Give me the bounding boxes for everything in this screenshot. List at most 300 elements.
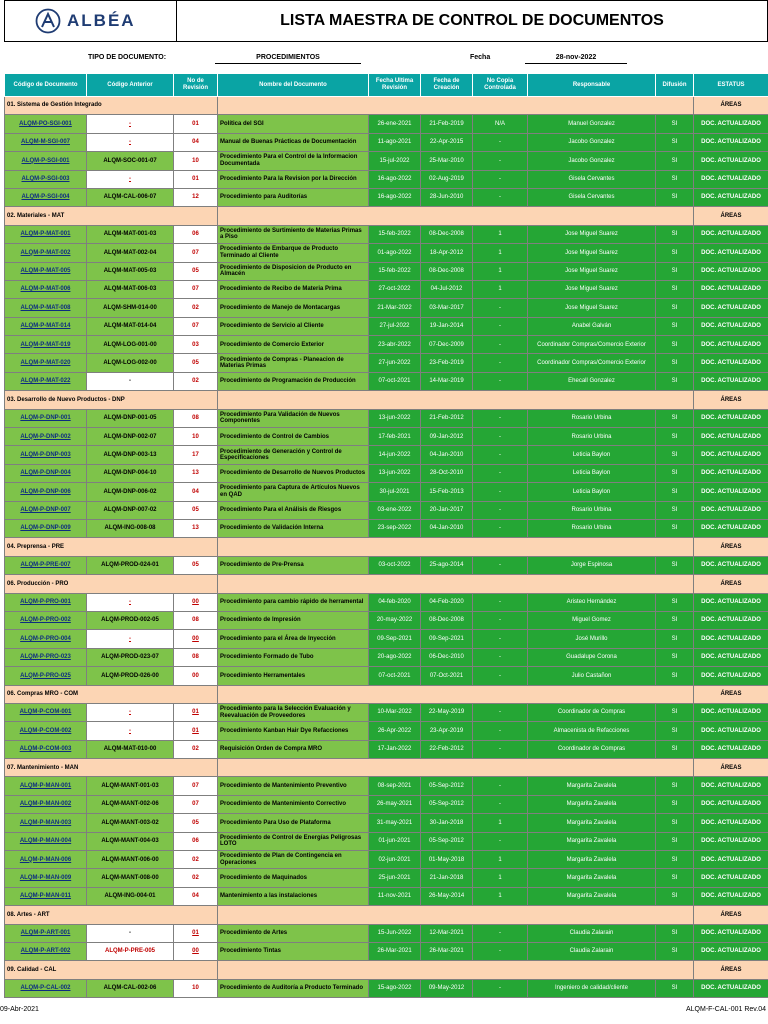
section-title: 03. Desarrollo de Nuevo Productos - DNP — [5, 391, 218, 409]
diffusion: SI — [656, 593, 694, 611]
responsible: Claudia Zalarain — [528, 942, 656, 960]
previous-code: ALQM-DNP-007-02 — [87, 501, 174, 519]
status-badge: DOC. ACTUALIZADO — [694, 115, 768, 133]
previous-code: ALQM-ING-004-01 — [87, 887, 174, 905]
last-revision-date: 26-ene-2021 — [369, 115, 421, 133]
last-revision-date: 07-oct-2021 — [369, 667, 421, 685]
previous-code: ALQM-MANT-003-02 — [87, 814, 174, 832]
previous-code: ALQM-LOG-002-00 — [87, 354, 174, 372]
revision-number: 05 — [174, 262, 218, 280]
section-spacer — [218, 685, 694, 703]
document-code-link[interactable]: ALQM-P-ART-002 — [5, 942, 87, 960]
last-revision-date: 21-Mar-2022 — [369, 299, 421, 317]
document-code-link[interactable]: ALQM-P-MAN-003 — [5, 814, 87, 832]
document-name: Procedimiento de Pre-Prensa — [218, 556, 369, 574]
previous-code: ALQM-DNP-002-07 — [87, 428, 174, 446]
last-revision-date: 01-ago-2022 — [369, 244, 421, 262]
table-row — [5, 317, 768, 335]
last-revision-date: 03-oct-2022 — [369, 556, 421, 574]
previous-code[interactable]: - — [87, 133, 174, 151]
revision-number: 10 — [174, 979, 218, 997]
diffusion: SI — [656, 336, 694, 354]
doc-meta — [0, 49, 768, 69]
previous-code[interactable]: - — [87, 722, 174, 740]
revision-number: 05 — [174, 814, 218, 832]
diffusion: SI — [656, 354, 694, 372]
diffusion: SI — [656, 814, 694, 832]
document-code-link[interactable]: ALQM-P-MAT-008 — [5, 299, 87, 317]
previous-code: ALQM-MAT-001-03 — [87, 225, 174, 243]
revision-number[interactable]: 01 — [174, 703, 218, 721]
table-row — [5, 924, 768, 942]
status-badge: DOC. ACTUALIZADO — [694, 887, 768, 905]
revision-number: 05 — [174, 354, 218, 372]
table-row — [5, 170, 768, 188]
document-name: Procedimiento de Compras - Planeacion de Materias Primas — [218, 354, 369, 372]
status-badge: DOC. ACTUALIZADO — [694, 519, 768, 537]
diffusion: SI — [656, 115, 694, 133]
diffusion: SI — [656, 152, 694, 170]
diffusion: SI — [656, 942, 694, 960]
last-revision-date: 27-oct-2022 — [369, 280, 421, 298]
previous-code[interactable]: - — [87, 170, 174, 188]
document-code-link[interactable]: ALQM-P-CAL-002 — [5, 979, 87, 997]
document-code-link[interactable]: ALQM-P-COM-003 — [5, 740, 87, 758]
revision-number: 02 — [174, 740, 218, 758]
responsible: Gisela Cervantes — [528, 188, 656, 206]
document-code-link[interactable]: ALQM-P-DNP-007 — [5, 501, 87, 519]
last-revision-date: 03-ene-2022 — [369, 501, 421, 519]
areas-label: ÁREAS — [694, 575, 768, 593]
creation-date: 25-ago-2014 — [421, 556, 473, 574]
last-revision-date: 20-ago-2022 — [369, 648, 421, 666]
document-code-link[interactable]: ALQM-P-DNP-003 — [5, 446, 87, 464]
diffusion: SI — [656, 409, 694, 427]
previous-code[interactable]: - — [87, 593, 174, 611]
document-name: Procedimiento de Servicio al Cliente — [218, 317, 369, 335]
header — [4, 0, 768, 42]
status-badge: DOC. ACTUALIZADO — [694, 317, 768, 335]
last-revision-date: 10-Mar-2022 — [369, 703, 421, 721]
revision-number: 10 — [174, 152, 218, 170]
section-spacer — [218, 538, 694, 556]
status-badge: DOC. ACTUALIZADO — [694, 740, 768, 758]
status-badge: DOC. ACTUALIZADO — [694, 722, 768, 740]
doc-type-label: TIPO DE DOCUMENTO: — [88, 54, 167, 61]
previous-code: ALQM-DNP-001-05 — [87, 409, 174, 427]
status-badge: DOC. ACTUALIZADO — [694, 703, 768, 721]
document-code-link[interactable]: ALQM-P-DNP-006 — [5, 483, 87, 501]
areas-label: ÁREAS — [694, 97, 768, 115]
document-code-link[interactable]: ALQM-P-MAN-001 — [5, 777, 87, 795]
last-revision-date: 02-jun-2021 — [369, 851, 421, 869]
section-row — [5, 961, 768, 979]
revision-number: 04 — [174, 133, 218, 151]
last-revision-date: 31-may-2021 — [369, 814, 421, 832]
document-code-link[interactable]: ALQM-P-MAT-001 — [5, 225, 87, 243]
revision-number: 12 — [174, 188, 218, 206]
status-badge: DOC. ACTUALIZADO — [694, 354, 768, 372]
last-revision-date: 13-jun-2022 — [369, 409, 421, 427]
table-row — [5, 740, 768, 758]
creation-date: 25-Mar-2010 — [421, 152, 473, 170]
document-code-link[interactable]: ALQM-P-MAN-009 — [5, 869, 87, 887]
creation-date: 30-Jan-2018 — [421, 814, 473, 832]
status-badge: DOC. ACTUALIZADO — [694, 428, 768, 446]
last-revision-date: 15-jul-2022 — [369, 152, 421, 170]
document-name: Procedimiento de Programación de Producción — [218, 372, 369, 390]
document-code-link[interactable]: ALQM-P-DNP-009 — [5, 519, 87, 537]
diffusion: SI — [656, 556, 694, 574]
document-code-link[interactable]: ALQM-P-PRO-001 — [5, 593, 87, 611]
revision-number[interactable]: 00 — [174, 593, 218, 611]
controlled-copy: - — [473, 519, 528, 537]
responsible: Jose Miguel Suarez — [528, 244, 656, 262]
column-header: Fecha de Creación — [421, 74, 473, 97]
creation-date: 28-Jun-2010 — [421, 188, 473, 206]
document-code-link[interactable]: ALQM-P-PRE-007 — [5, 556, 87, 574]
status-badge: DOC. ACTUALIZADO — [694, 280, 768, 298]
revision-number[interactable]: 00 — [174, 630, 218, 648]
column-header: Fecha Ultima Revisión — [369, 74, 421, 97]
last-revision-date: 16-ago-2022 — [369, 170, 421, 188]
document-code-link[interactable]: ALQM-P-SGI-003 — [5, 170, 87, 188]
revision-number: 08 — [174, 648, 218, 666]
responsible: Jose Miguel Suarez — [528, 280, 656, 298]
document-name: Procedimiento de Surtimiento de Materias Primas a Piso — [218, 225, 369, 243]
document-name: Procedimiento de Mantenimiento Preventivo — [218, 777, 369, 795]
document-name: Procedimiento de Plan de Contingencia en Operaciones — [218, 851, 369, 869]
table-row — [5, 795, 768, 813]
section-spacer — [218, 207, 694, 225]
column-header: Código Anterior — [87, 74, 174, 97]
revision-number[interactable]: 01 — [174, 722, 218, 740]
document-code-link[interactable]: ALQM-P-MAN-011 — [5, 887, 87, 905]
creation-date: 01-May-2018 — [421, 851, 473, 869]
document-code-link[interactable]: ALQM-P-MAT-005 — [5, 262, 87, 280]
document-name: Procedimiento para la Selección Evaluación y Reevaluación de Proveedores — [218, 703, 369, 721]
previous-code: - — [87, 372, 174, 390]
responsible: José Murillo — [528, 630, 656, 648]
document-code-link[interactable]: ALQM-P-MAT-006 — [5, 280, 87, 298]
document-name: Procedimiento de Embarque de Producto Terminado al Cliente — [218, 244, 369, 262]
revision-number: 07 — [174, 795, 218, 813]
controlled-copy: 1 — [473, 280, 528, 298]
section-title: 06. Producción - PRO — [5, 575, 218, 593]
creation-date: 04-Feb-2020 — [421, 593, 473, 611]
document-name: Procedimiento de Disposicion de Producto en Almacén — [218, 262, 369, 280]
last-revision-date: 14-jun-2022 — [369, 446, 421, 464]
diffusion: SI — [656, 703, 694, 721]
section-row — [5, 759, 768, 777]
creation-date: 28-Oct-2010 — [421, 464, 473, 482]
controlled-copy: - — [473, 464, 528, 482]
areas-label: ÁREAS — [694, 391, 768, 409]
controlled-copy: 1 — [473, 887, 528, 905]
controlled-copy: - — [473, 722, 528, 740]
last-revision-date: 08-sep-2021 — [369, 777, 421, 795]
section-title: 06. Compras MRO - COM — [5, 685, 218, 703]
previous-code: ALQM-SOC-001-07 — [87, 152, 174, 170]
diffusion: SI — [656, 262, 694, 280]
document-name: Procedimiento de Impresión — [218, 611, 369, 629]
section-title: 02. Materiales - MAT — [5, 207, 218, 225]
previous-code: ALQM-MANT-006-00 — [87, 851, 174, 869]
controlled-copy: - — [473, 832, 528, 850]
revision-number[interactable]: 01 — [174, 924, 218, 942]
responsible: Jorge Espinosa — [528, 556, 656, 574]
diffusion: SI — [656, 428, 694, 446]
document-code-link[interactable]: ALQM-P-MAT-002 — [5, 244, 87, 262]
creation-date: 21-Jan-2018 — [421, 869, 473, 887]
document-code-link[interactable]: ALQM-P-MAN-004 — [5, 832, 87, 850]
revision-number: 13 — [174, 464, 218, 482]
section-spacer — [218, 575, 694, 593]
document-code-link[interactable]: ALQM-P-DNP-004 — [5, 464, 87, 482]
diffusion: SI — [656, 630, 694, 648]
controlled-copy: - — [473, 133, 528, 151]
document-name: Procedimiento de Validación Interna — [218, 519, 369, 537]
responsible: Julio Castañon — [528, 667, 656, 685]
areas-label: ÁREAS — [694, 759, 768, 777]
document-code-link[interactable]: ALQM-P-PRO-004 — [5, 630, 87, 648]
areas-label: ÁREAS — [694, 906, 768, 924]
responsible: Ehecall Gonzalez — [528, 372, 656, 390]
revision-number: 01 — [174, 115, 218, 133]
controlled-copy: - — [473, 188, 528, 206]
previous-code: ALQM-LOG-001-00 — [87, 336, 174, 354]
table-row — [5, 464, 768, 482]
creation-date: 14-Mar-2019 — [421, 372, 473, 390]
creation-date: 22-Apr-2015 — [421, 133, 473, 151]
areas-label: ÁREAS — [694, 207, 768, 225]
status-badge: DOC. ACTUALIZADO — [694, 777, 768, 795]
document-name: Procedimiento de Desarrollo de Nuevos Productos — [218, 464, 369, 482]
controlled-copy: N/A — [473, 115, 528, 133]
footer-form-code: ALQM-F-CAL-001 Rev.04 — [685, 1006, 766, 1013]
status-badge: DOC. ACTUALIZADO — [694, 133, 768, 151]
column-header: Código de Documento — [5, 74, 87, 97]
creation-date: 18-Apr-2012 — [421, 244, 473, 262]
diffusion: SI — [656, 483, 694, 501]
document-code-link[interactable]: ALQM-P-MAT-020 — [5, 354, 87, 372]
document-name: Procedimiento Formado de Tubo — [218, 648, 369, 666]
document-name: Procedimiento de Manejo de Montacargas — [218, 299, 369, 317]
document-code-link[interactable]: ALQM-P-COM-002 — [5, 722, 87, 740]
responsible: Rosario Urbina — [528, 519, 656, 537]
status-badge: DOC. ACTUALIZADO — [694, 336, 768, 354]
logo-text: ALBÉA — [67, 11, 136, 30]
controlled-copy: - — [473, 409, 528, 427]
table-row — [5, 501, 768, 519]
table-row — [5, 299, 768, 317]
document-code-link[interactable]: ALQM-P-MAN-006 — [5, 851, 87, 869]
document-code-link[interactable]: ALQM-P-COM-001 — [5, 703, 87, 721]
table-row — [5, 446, 768, 464]
document-code-link[interactable]: ALQM-P-MAT-022 — [5, 372, 87, 390]
revision-number: 07 — [174, 280, 218, 298]
section-spacer — [218, 961, 694, 979]
controlled-copy: - — [473, 170, 528, 188]
table-row — [5, 593, 768, 611]
column-header: No Copia Controlada — [473, 74, 528, 97]
document-code-link[interactable]: ALQM-P-MAN-002 — [5, 795, 87, 813]
last-revision-date: 15-feb-2022 — [369, 225, 421, 243]
document-name: Procedimiento Para la Revision por la Dirección — [218, 170, 369, 188]
document-name: Requisición Orden de Compra MRO — [218, 740, 369, 758]
previous-code: ALQM-ING-008-08 — [87, 519, 174, 537]
table-row — [5, 832, 768, 850]
creation-date: 21-Feb-2019 — [421, 115, 473, 133]
previous-code: ALQM-CAL-006-07 — [87, 188, 174, 206]
table-row — [5, 869, 768, 887]
previous-code: ALQM-MANT-008-00 — [87, 869, 174, 887]
status-badge: DOC. ACTUALIZADO — [694, 924, 768, 942]
column-header: Difusión — [656, 74, 694, 97]
revision-number: 08 — [174, 409, 218, 427]
last-revision-date: 11-ago-2021 — [369, 133, 421, 151]
diffusion: SI — [656, 188, 694, 206]
document-code-link[interactable]: ALQM-P-PRO-002 — [5, 611, 87, 629]
document-code-link[interactable]: ALQM-P-MAT-019 — [5, 336, 87, 354]
creation-date: 08-Dec-2008 — [421, 225, 473, 243]
date-label: Fecha — [470, 54, 491, 61]
creation-date: 05-Sep-2012 — [421, 795, 473, 813]
previous-code: ALQM-DNP-006-02 — [87, 483, 174, 501]
responsible: Coordinador Compras/Comercio Exterior — [528, 336, 656, 354]
document-name: Procedimiento de Maquinados — [218, 869, 369, 887]
document-name: Procedimiento Para el Control de la Informacion Documentada — [218, 152, 369, 170]
table-row — [5, 262, 768, 280]
controlled-copy: - — [473, 372, 528, 390]
document-name: Procedimiento de Control de Cambios — [218, 428, 369, 446]
responsible: Claudia Zalarain — [528, 924, 656, 942]
albea-logo-icon — [35, 8, 61, 34]
diffusion: SI — [656, 464, 694, 482]
controlled-copy: - — [473, 611, 528, 629]
creation-date: 23-Feb-2019 — [421, 354, 473, 372]
document-name: Procedimiento para Captura de Artículos Nuevos en QAD — [218, 483, 369, 501]
controlled-copy: - — [473, 299, 528, 317]
section-row — [5, 391, 768, 409]
creation-date: 23-Apr-2019 — [421, 722, 473, 740]
document-name: Procedimiento para Auditorías — [218, 188, 369, 206]
doc-type-value: PROCEDIMIENTOS — [215, 54, 361, 64]
controlled-copy: - — [473, 942, 528, 960]
column-header: Responsable — [528, 74, 656, 97]
document-code-link[interactable]: ALQM-P-SGI-004 — [5, 188, 87, 206]
document-name: Procedimiento Para Uso de Plataforma — [218, 814, 369, 832]
controlled-copy: - — [473, 483, 528, 501]
responsible: Gisela Cervantes — [528, 170, 656, 188]
diffusion: SI — [656, 924, 694, 942]
document-code-link[interactable]: ALQM-PO-SGI-001 — [5, 115, 87, 133]
document-code-link[interactable]: ALQM-P-DNP-002 — [5, 428, 87, 446]
controlled-copy: - — [473, 593, 528, 611]
status-badge: DOC. ACTUALIZADO — [694, 667, 768, 685]
creation-date: 09-Jan-2012 — [421, 428, 473, 446]
creation-date: 05-Sep-2012 — [421, 832, 473, 850]
controlled-copy: - — [473, 152, 528, 170]
column-header: Nombre del Documento — [218, 74, 369, 97]
document-code-link[interactable]: ALQM-P-PRO-025 — [5, 667, 87, 685]
document-name: Mantenimiento a las instalaciones — [218, 887, 369, 905]
table-row — [5, 648, 768, 666]
document-code-link[interactable]: ALQM-P-PRO-023 — [5, 648, 87, 666]
diffusion: SI — [656, 372, 694, 390]
last-revision-date: 26-Apr-2022 — [369, 722, 421, 740]
previous-code: ALQM-MAT-002-04 — [87, 244, 174, 262]
diffusion: SI — [656, 133, 694, 151]
documents-table — [4, 73, 768, 998]
document-code-link[interactable]: ALQM-P-SGI-001 — [5, 152, 87, 170]
revision-number: 03 — [174, 336, 218, 354]
diffusion: SI — [656, 519, 694, 537]
last-revision-date: 17-Jan-2022 — [369, 740, 421, 758]
status-badge: DOC. ACTUALIZADO — [694, 225, 768, 243]
previous-code[interactable]: - — [87, 630, 174, 648]
revision-number: 06 — [174, 225, 218, 243]
document-code-link[interactable]: ALQM-P-ART-001 — [5, 924, 87, 942]
diffusion: SI — [656, 225, 694, 243]
creation-date: 08-Dec-2008 — [421, 262, 473, 280]
creation-date: 02-Aug-2019 — [421, 170, 473, 188]
last-revision-date: 15-feb-2022 — [369, 262, 421, 280]
revision-number: 08 — [174, 611, 218, 629]
document-name: Procedimiento Para Validación de Nuevos Componentes — [218, 409, 369, 427]
diffusion: SI — [656, 648, 694, 666]
document-code-link[interactable]: ALQM-M-SGI-007 — [5, 133, 87, 151]
responsible: Guadalupe Corona — [528, 648, 656, 666]
diffusion: SI — [656, 501, 694, 519]
document-code-link[interactable]: ALQM-P-DNP-001 — [5, 409, 87, 427]
section-title: 08. Artes - ART — [5, 906, 218, 924]
diffusion: SI — [656, 170, 694, 188]
previous-code: - — [87, 924, 174, 942]
revision-number: 04 — [174, 483, 218, 501]
previous-code[interactable]: - — [87, 115, 174, 133]
controlled-copy: - — [473, 354, 528, 372]
column-header: No de Revisión — [174, 74, 218, 97]
diffusion: SI — [656, 795, 694, 813]
last-revision-date: 15-Jun-2022 — [369, 924, 421, 942]
diffusion: SI — [656, 777, 694, 795]
document-name: Procedimiento de Auditoría a Producto Terminado — [218, 979, 369, 997]
table-row — [5, 372, 768, 390]
document-code-link[interactable]: ALQM-P-MAT-014 — [5, 317, 87, 335]
responsible: Coordinador de Compras — [528, 703, 656, 721]
responsible: Ingeniero de calidad/cliente — [528, 979, 656, 997]
status-badge: DOC. ACTUALIZADO — [694, 409, 768, 427]
revision-number: 02 — [174, 869, 218, 887]
revision-number: 04 — [174, 887, 218, 905]
diffusion: SI — [656, 851, 694, 869]
document-name: Procedimiento Herramentales — [218, 667, 369, 685]
previous-code: ALQM-PROD-023-07 — [87, 648, 174, 666]
table-row — [5, 777, 768, 795]
table-row — [5, 115, 768, 133]
controlled-copy: 1 — [473, 869, 528, 887]
previous-code[interactable]: - — [87, 703, 174, 721]
controlled-copy: - — [473, 740, 528, 758]
controlled-copy: 1 — [473, 262, 528, 280]
diffusion: SI — [656, 979, 694, 997]
previous-code: ALQM-SHM-014-00 — [87, 299, 174, 317]
status-badge: DOC. ACTUALIZADO — [694, 262, 768, 280]
revision-number[interactable]: 00 — [174, 942, 218, 960]
responsible: Coordinador Compras/Comercio Exterior — [528, 354, 656, 372]
creation-date: 26-May-2014 — [421, 887, 473, 905]
